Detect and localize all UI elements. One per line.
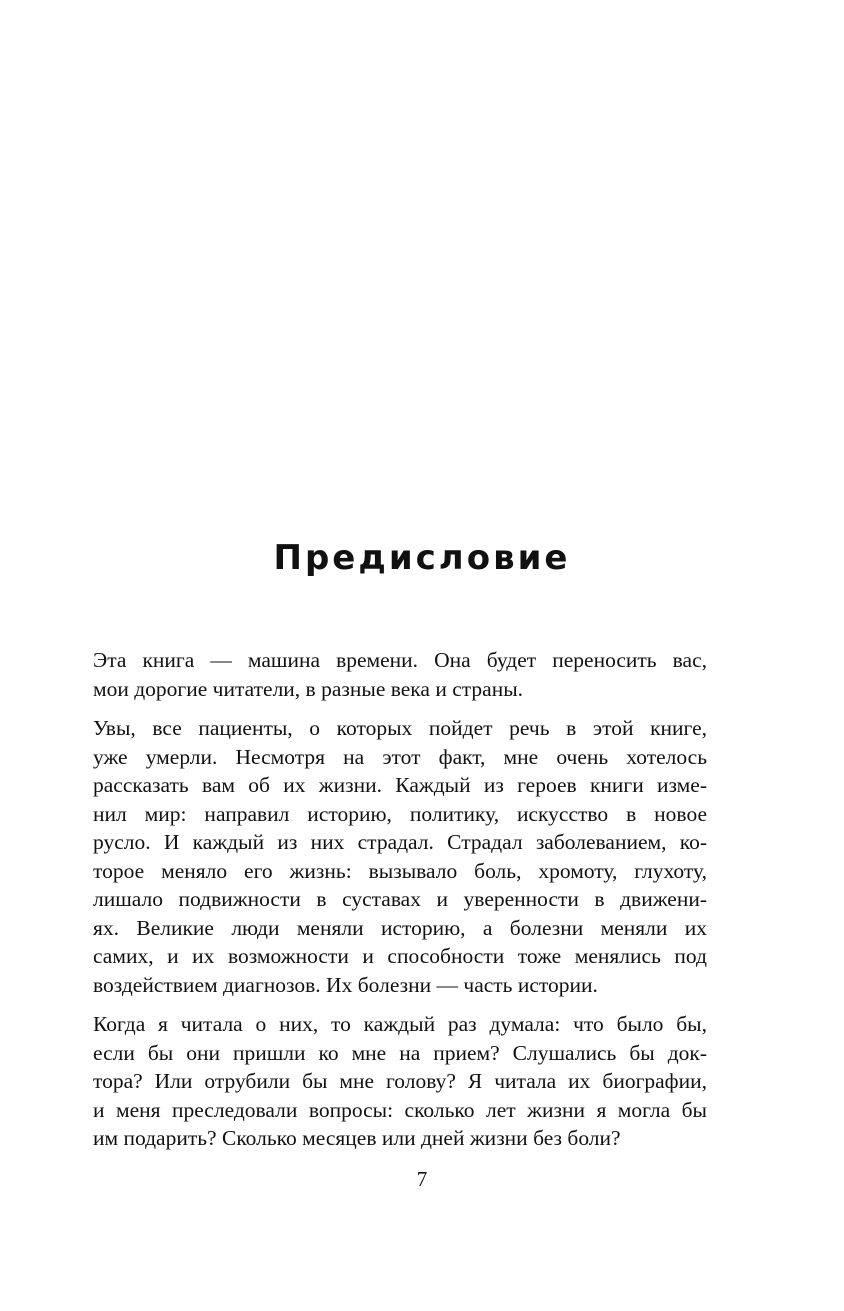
paragraph-1 (93, 646, 707, 703)
text-line: нил мир: направил историю, политику, искусство в новое (93, 801, 707, 826)
paragraph-2 (93, 714, 707, 999)
chapter-title: Предисловие (273, 538, 571, 578)
text-line: Увы, все пациенты, о которых пойдет речь в этой книге, (93, 716, 707, 740)
text-line: торое меняло его жизнь: вызывало боль, хромоту, глухоту, (93, 858, 707, 883)
text-line: и меня преследовали вопросы: сколько лет жизни я могла бы (93, 1097, 707, 1122)
text-line: воздействием диагнозов. Их болезни — часть истории. (93, 972, 598, 997)
text-line: рассказать вам об их жизни. Каждый из героев книги изме- (93, 773, 707, 797)
text-line: тора? Или отрубили бы мне голову? Я читала их биографии, (93, 1069, 707, 1093)
text-line: уже умерли. Несмотря на этот факт, мне очень хотелось (93, 744, 707, 769)
text-line: ях. Великие люди меняли историю, а болезни меняли их (93, 915, 707, 940)
text-line: лишало подвижности в суставах и уверенности в движени- (93, 887, 707, 911)
text-line: им подарить? Сколько месяцев или дней жизни без боли? (93, 1126, 621, 1150)
text-line: самих, и их возможности и способности тоже менялись под (93, 944, 707, 968)
paragraph-3 (93, 1010, 707, 1153)
body-text (93, 646, 707, 1164)
text-line: если бы они пришли ко мне на прием? Слушались бы док- (93, 1040, 707, 1065)
text-line: русло. И каждый из них страдал. Страдал заболеванием, ко- (93, 830, 707, 854)
text-line: Когда я читала о них, то каждый раз думала: что было бы, (93, 1012, 707, 1036)
page-number: 7 (416, 1167, 428, 1191)
text-line: Эта книга — машина времени. Она будет переносить вас, (93, 648, 707, 672)
text-line: мои дорогие читатели, в разные века и страны. (93, 676, 524, 701)
